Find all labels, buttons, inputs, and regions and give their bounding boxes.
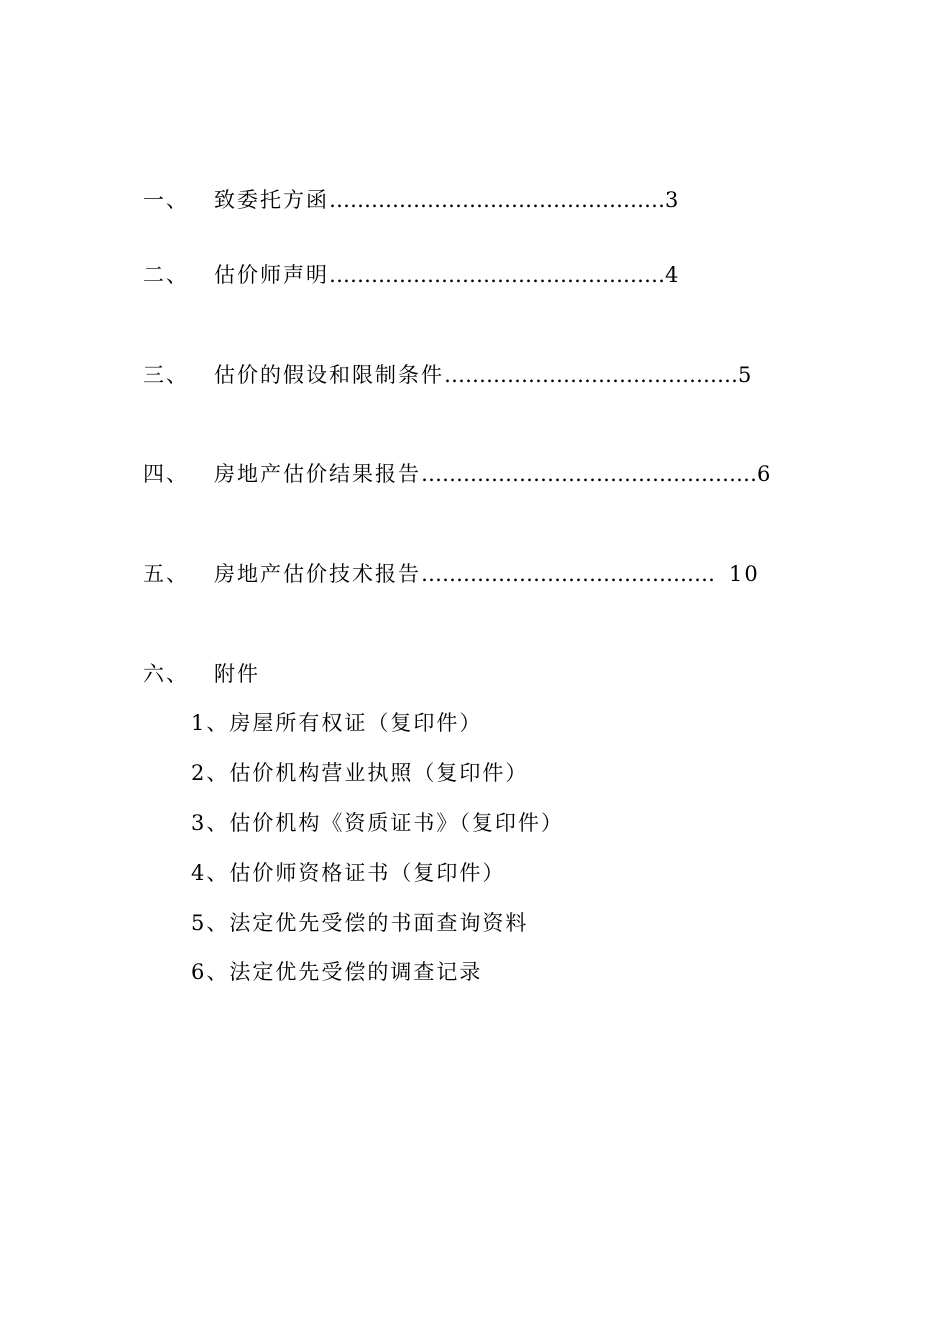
toc-entry-leader-dots: …………………………………… [444,363,738,387]
toc-entry-title: 致委托方函 [214,188,329,212]
toc-entry-leader-dots: ………………………………………… [421,462,757,486]
toc-entry-number: 二、 [143,263,189,287]
appendix-item: 6、法定优先受偿的调查记录 [191,960,483,984]
toc-entry-number: 五、 [143,562,189,586]
appendix-item: 4、估价师资格证书（复印件） [191,861,506,885]
appendix-item: 2、估价机构营业执照（复印件） [191,761,529,785]
toc-entry-title: 估价师声明 [214,263,329,287]
toc-entry-title: 估价的假设和限制条件 [214,363,444,387]
toc-entry-number: 一、 [143,188,189,212]
toc-entry-page-number: 4 [665,263,681,287]
toc-entry-title: 房地产估价技术报告 [214,562,421,586]
toc-entry-title: 附件 [214,662,260,686]
appendix-item: 3、估价机构《资质证书》（复印件） [191,811,564,835]
toc-entry-number: 六、 [143,662,189,686]
toc-entry-title: 房地产估价结果报告 [214,462,421,486]
toc-entry-number: 四、 [143,462,189,486]
appendix-item: 5、法定优先受偿的书面查询资料 [191,911,529,935]
toc-entry-page-number: 6 [757,462,773,486]
toc-entry-page-number: 3 [665,188,681,212]
toc-entry-leader-dots: …………………………………… [421,562,715,586]
toc-entry-page-number: 10 [729,562,760,586]
toc-entry-leader-dots: ………………………………………… [329,188,665,212]
appendix-item: 1、房屋所有权证（复印件） [191,711,483,735]
toc-entry-number: 三、 [143,363,189,387]
toc-entry-page-number: 5 [738,363,754,387]
toc-entry-leader-dots: ………………………………………… [329,263,665,287]
